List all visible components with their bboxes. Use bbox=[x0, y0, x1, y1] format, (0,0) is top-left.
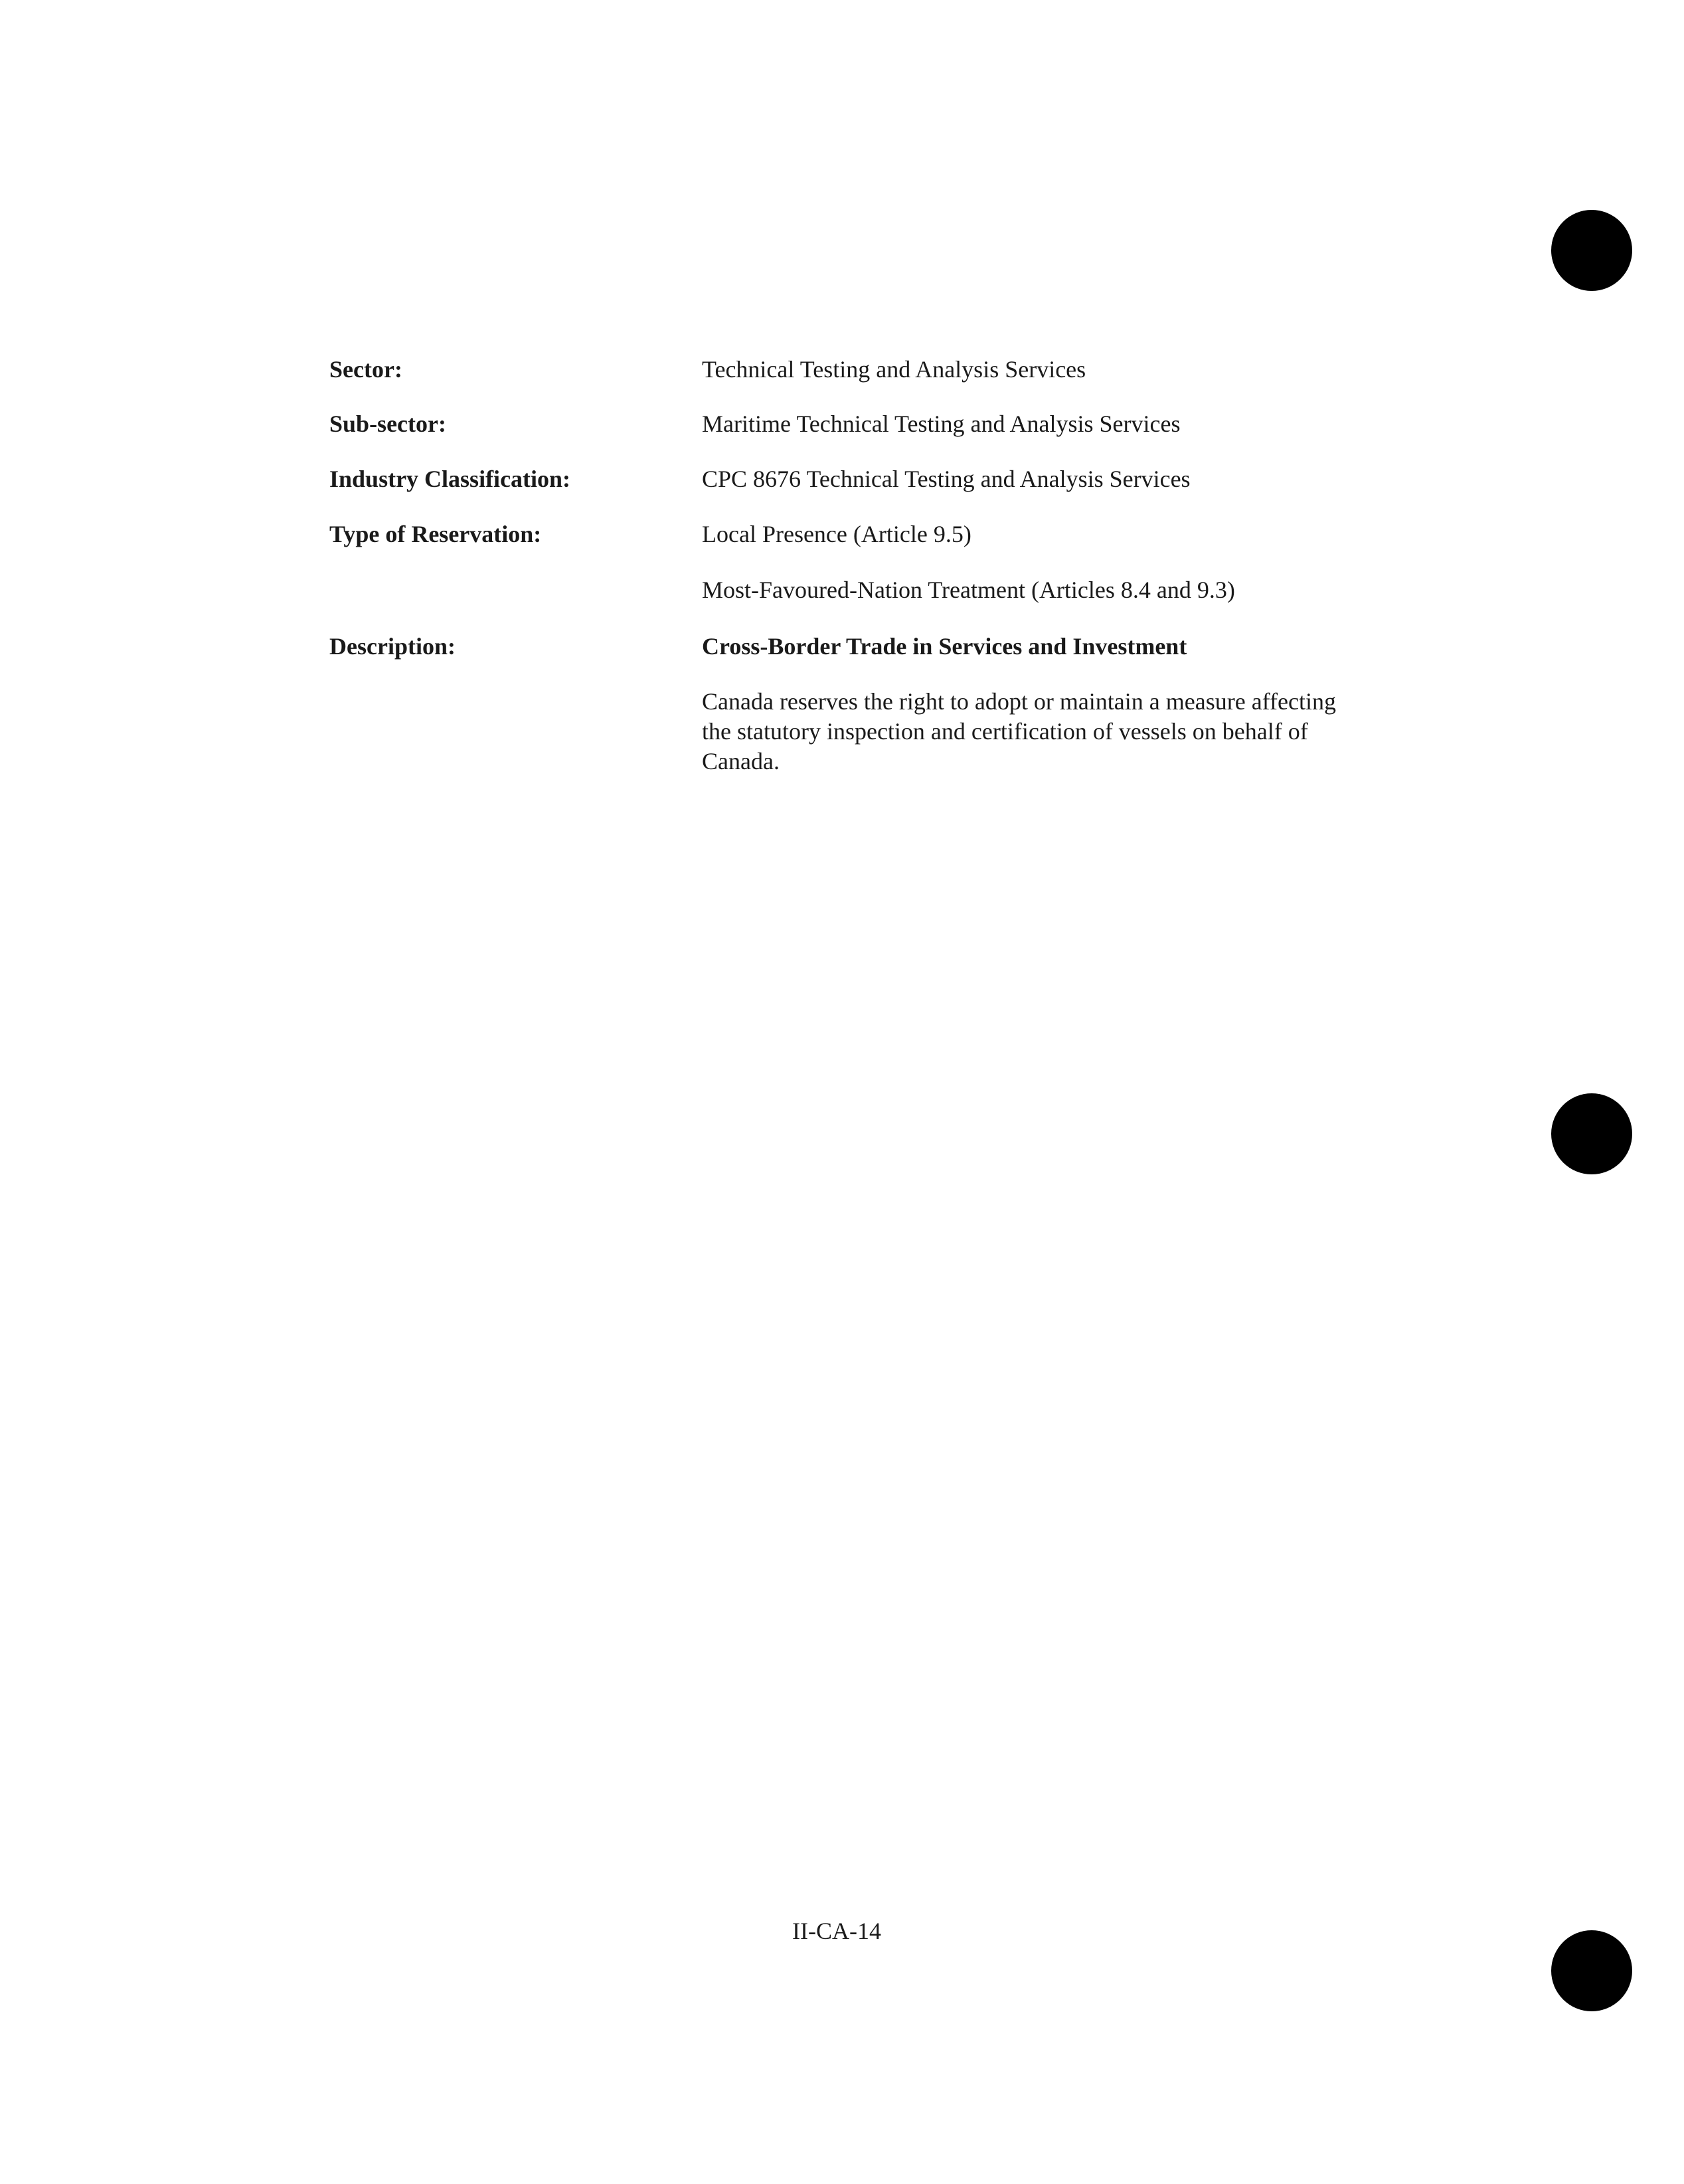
industry-classification-value: CPC 8676 Technical Testing and Analysis Services bbox=[702, 466, 1191, 492]
binder-hole-top bbox=[1551, 210, 1632, 291]
sector-value: Technical Testing and Analysis Services bbox=[702, 356, 1086, 383]
binder-hole-middle bbox=[1551, 1093, 1632, 1174]
type-of-reservation-value: Local Presence (Article 9.5) bbox=[702, 521, 971, 547]
description-heading: Cross-Border Trade in Services and Investment bbox=[702, 633, 1187, 660]
type-of-reservation-value-2: Most-Favoured-Nation Treatment (Articles 8.4 and 9.3) bbox=[702, 577, 1235, 603]
page-number: II-CA-14 bbox=[792, 1918, 881, 1944]
type-of-reservation-label: Type of Reservation: bbox=[329, 521, 542, 547]
industry-classification-label: Industry Classification: bbox=[329, 466, 571, 492]
description-label: Description: bbox=[329, 633, 456, 660]
sector-label: Sector: bbox=[329, 356, 402, 383]
sub-sector-value: Maritime Technical Testing and Analysis Services bbox=[702, 410, 1181, 437]
sub-sector-label: Sub-sector: bbox=[329, 410, 446, 437]
binder-hole-bottom bbox=[1551, 1930, 1632, 2011]
description-text: Canada reserves the right to adopt or maintain a measure affecting the statutory inspection and certification of vessels on behalf of Canada. bbox=[702, 688, 1336, 774]
